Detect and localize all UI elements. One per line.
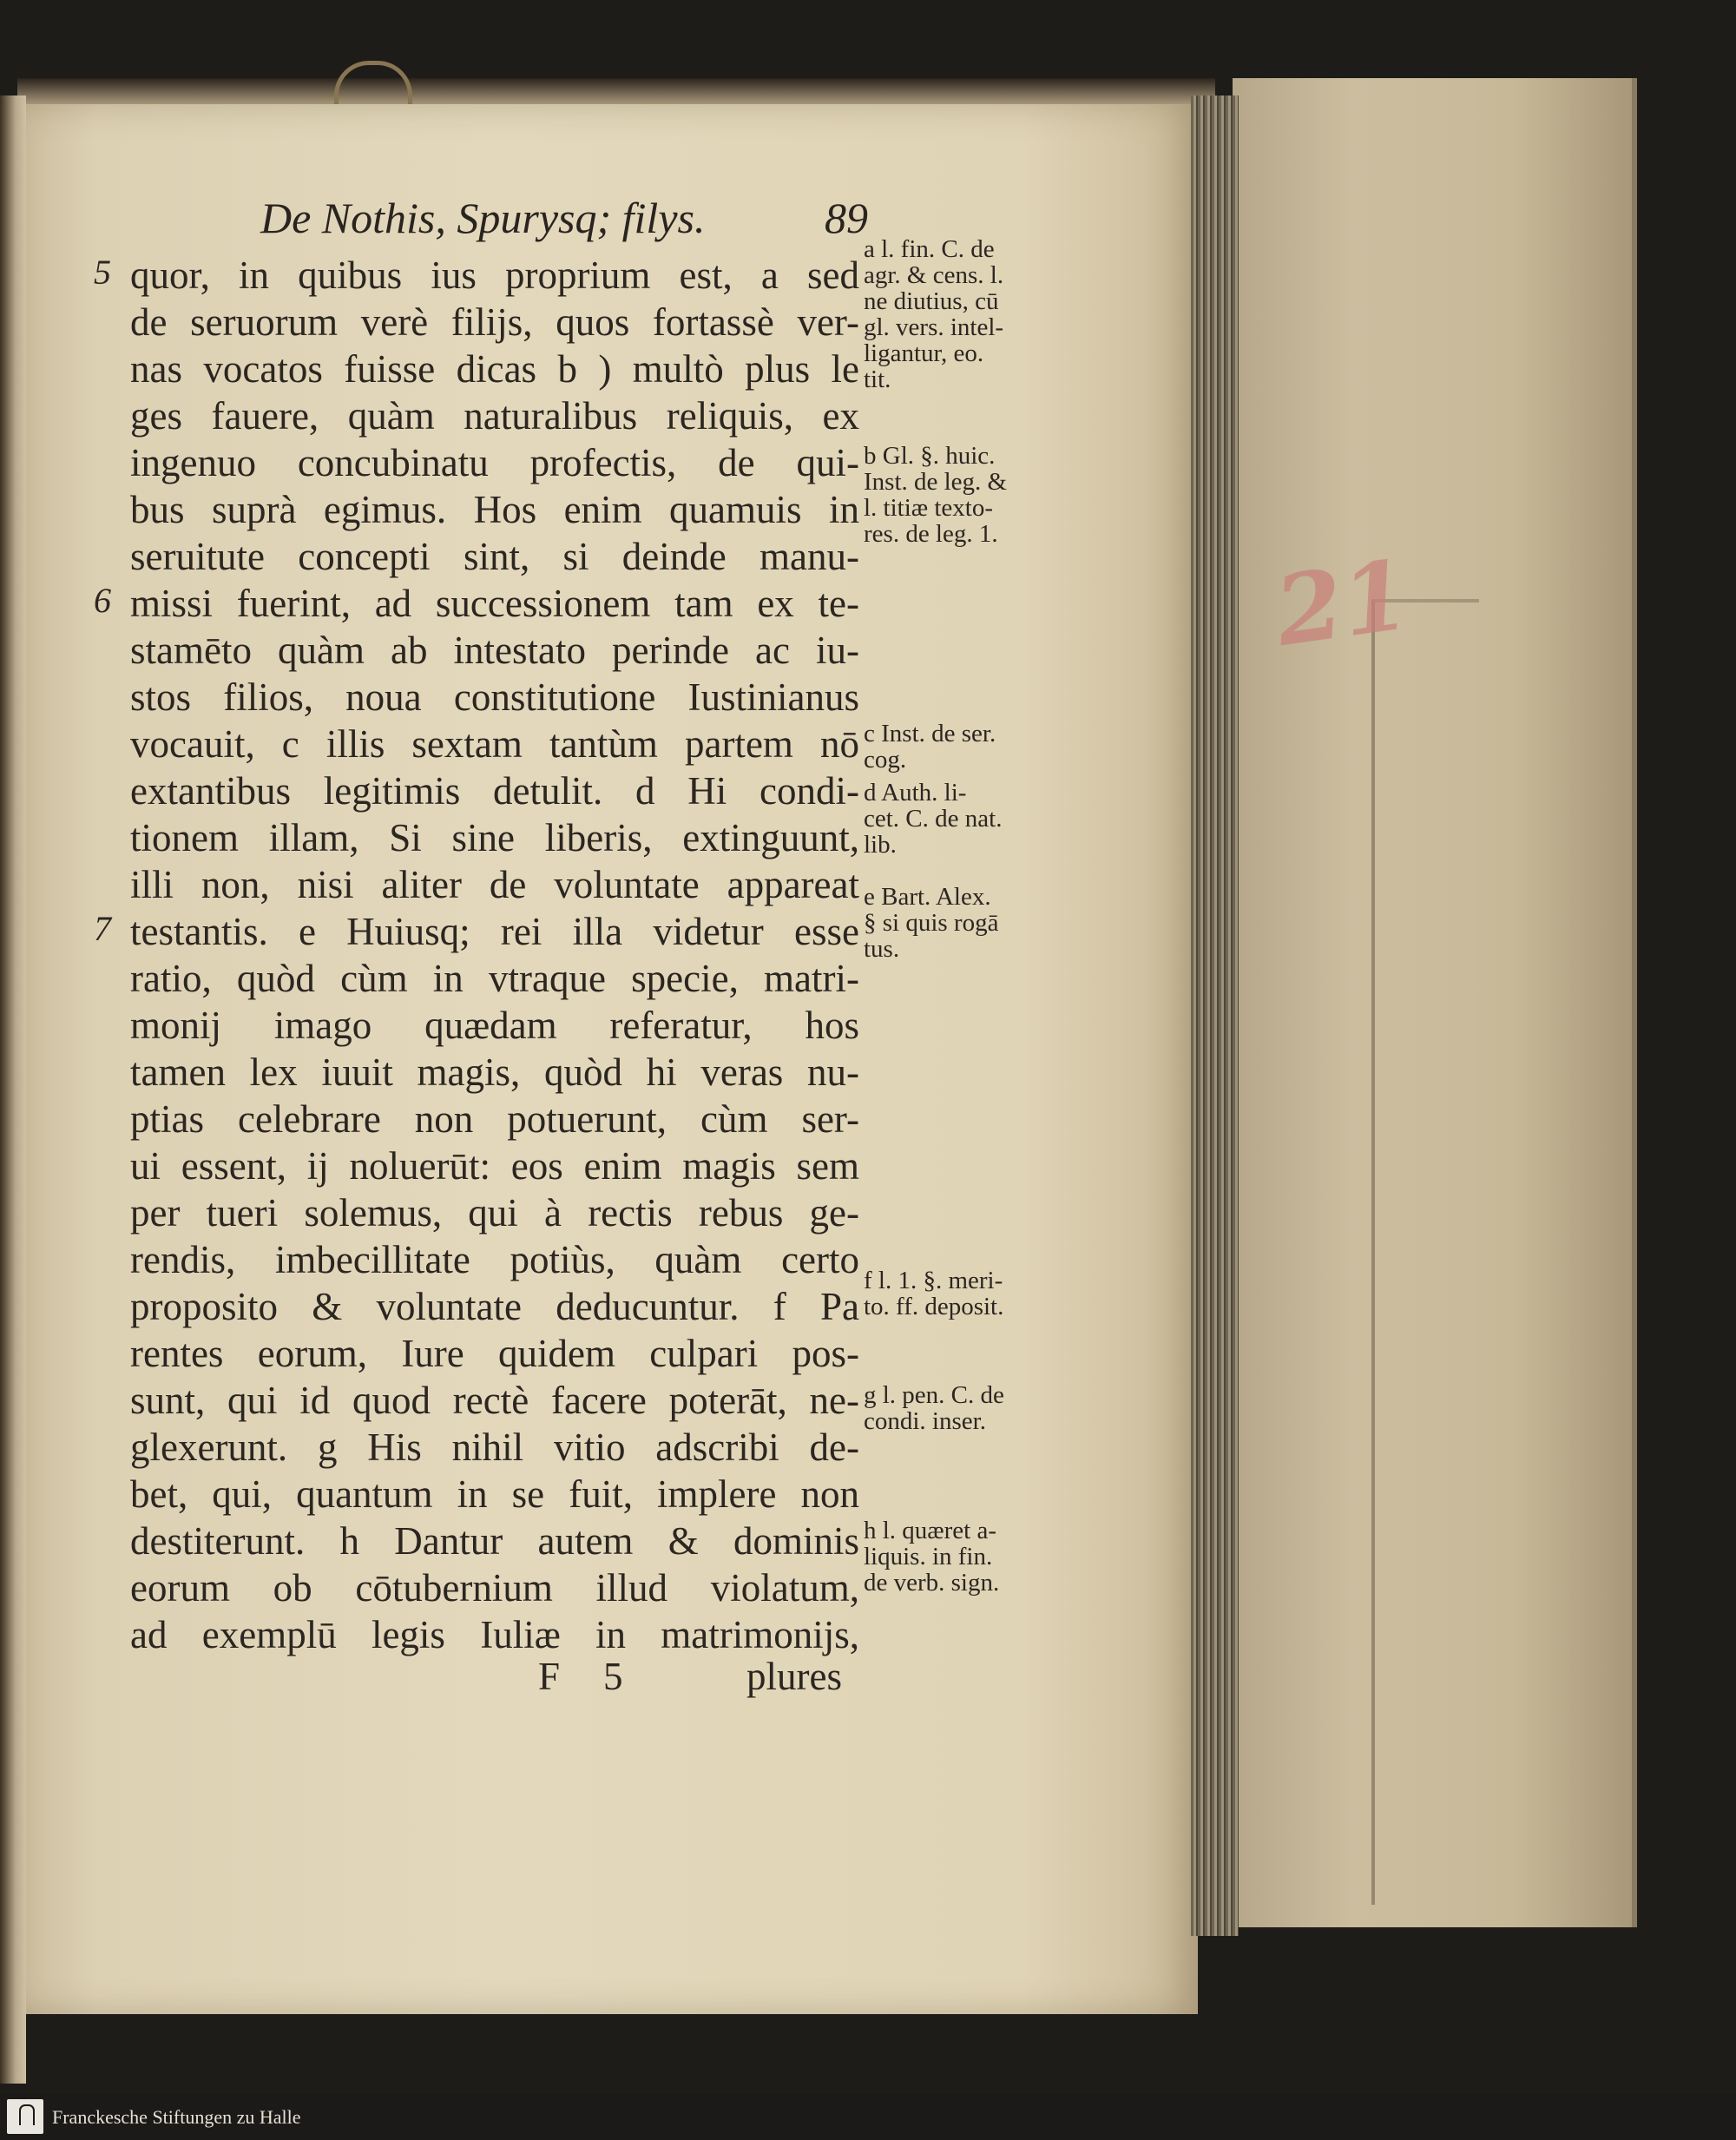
page-stack-edge xyxy=(1191,95,1239,1936)
binding-string xyxy=(334,61,412,109)
footer-bar xyxy=(0,2094,1736,2140)
text-line: destiterunt. h Dantur autem & dominis xyxy=(130,1519,859,1563)
line-number: 7 xyxy=(94,909,111,948)
text-line: bus suprà egimus. Hos enim quamuis in xyxy=(130,488,859,531)
text-line: proposito & voluntate deducuntur. f Pa xyxy=(130,1285,859,1328)
text-line: rentes eorum, Iure quidem culpari pos- xyxy=(130,1332,859,1375)
text-line: missi fuerint, ad successionem tam ex te- xyxy=(130,582,859,625)
footer-label: Franckesche Stiftungen zu Halle xyxy=(52,2106,301,2128)
line-number: 6 xyxy=(94,581,111,620)
text-line: ptias celebrare non potuerunt, cùm ser- xyxy=(130,1097,859,1141)
text-line: monij imago quædam referatur, hos xyxy=(130,1004,859,1047)
text-line: glexerunt. g His nihil vitio adscribi de- xyxy=(130,1426,859,1469)
text-line: bet, qui, quantum in se fuit, implere non xyxy=(130,1472,859,1516)
margin-note-f: f l. 1. §. meri- to. ff. deposit. xyxy=(864,1267,1004,1320)
text-line: extantibus legitimis detulit. d Hi condi- xyxy=(130,769,859,813)
text-line: ges fauere, quàm naturalibus reliquis, ex xyxy=(130,394,859,438)
signature-number: 5 xyxy=(603,1655,623,1698)
signature-line xyxy=(130,1654,859,1702)
text-line: de seruorum verè filijs, quos fortassè ver- xyxy=(130,300,859,344)
text-line: stamēto quàm ab intestato perinde ac iu- xyxy=(130,629,859,672)
text-line: ui essent, ij noluerūt: eos enim magis sem xyxy=(130,1144,859,1188)
margin-note-c: c Inst. de ser. cog. xyxy=(864,720,996,774)
text-line: ratio, quòd cùm in vtraque specie, matri- xyxy=(130,957,859,1000)
margin-note-d: d Auth. li- cet. C. de nat. lib. xyxy=(864,779,1003,859)
margin-note-e: e Bart. Alex. § si quis rogā tus. xyxy=(864,883,999,963)
text-line: seruitute concepti sint, si deinde manu- xyxy=(130,535,859,578)
text-line: sunt, qui id quod rectè facere poterāt, ne- xyxy=(130,1379,859,1422)
text-line: ad exemplū legis Iuliæ in matrimonijs, xyxy=(130,1613,859,1656)
text-line: illi non, nisi aliter de voluntate appareat xyxy=(130,863,859,906)
running-head: De Nothis, Spurysq; filys. xyxy=(260,194,706,242)
page-number: 89 xyxy=(825,194,868,242)
text-line: quor, in quibus ius proprium est, a sed xyxy=(130,254,859,297)
text-line: vocauit, c illis sextam tantùm partem nō xyxy=(130,722,859,766)
text-line: stos filios, noua constitutione Iustinianus xyxy=(130,675,859,719)
institution-logo-icon xyxy=(7,2099,43,2134)
cover-fold-crease xyxy=(1371,599,1479,1905)
text-line: nas vocatos fuisse dicas b ) multò plus le xyxy=(130,347,859,391)
text-line: eorum ob cōtubernium illud violatum, xyxy=(130,1566,859,1610)
line-number: 5 xyxy=(94,253,111,292)
margin-note-b: b Gl. §. huic. Inst. de leg. & l. titiæ texto- res. de leg. 1. xyxy=(864,442,1008,548)
left-page-edge xyxy=(0,95,26,2084)
text-line: rendis, imbecillitate potiùs, quàm certo xyxy=(130,1238,859,1281)
signature-mark: F xyxy=(538,1655,561,1698)
text-line: tamen lex iuuit magis, quòd hi veras nu- xyxy=(130,1050,859,1094)
library-stamp: 21 xyxy=(1268,537,1417,668)
margin-note-g: g l. pen. C. de condi. inser. xyxy=(864,1381,1004,1435)
margin-note-a: a l. fin. C. de agr. & cens. l. ne diutius, cū gl. vers. intel- ligantur, eo. tit. xyxy=(864,235,1004,393)
text-line: per tueri solemus, qui à rectis rebus ge- xyxy=(130,1191,859,1235)
catchword: plures xyxy=(746,1655,842,1698)
text-line: ingenuo concubinatu profectis, de qui- xyxy=(130,441,859,484)
text-line: testantis. e Huiusq; rei illa videtur esse xyxy=(130,910,859,953)
text-line: tionem illam, Si sine liberis, extinguunt, xyxy=(130,816,859,859)
margin-note-h: h l. quæret a- liquis. in fin. de verb. sign. xyxy=(864,1517,1000,1597)
